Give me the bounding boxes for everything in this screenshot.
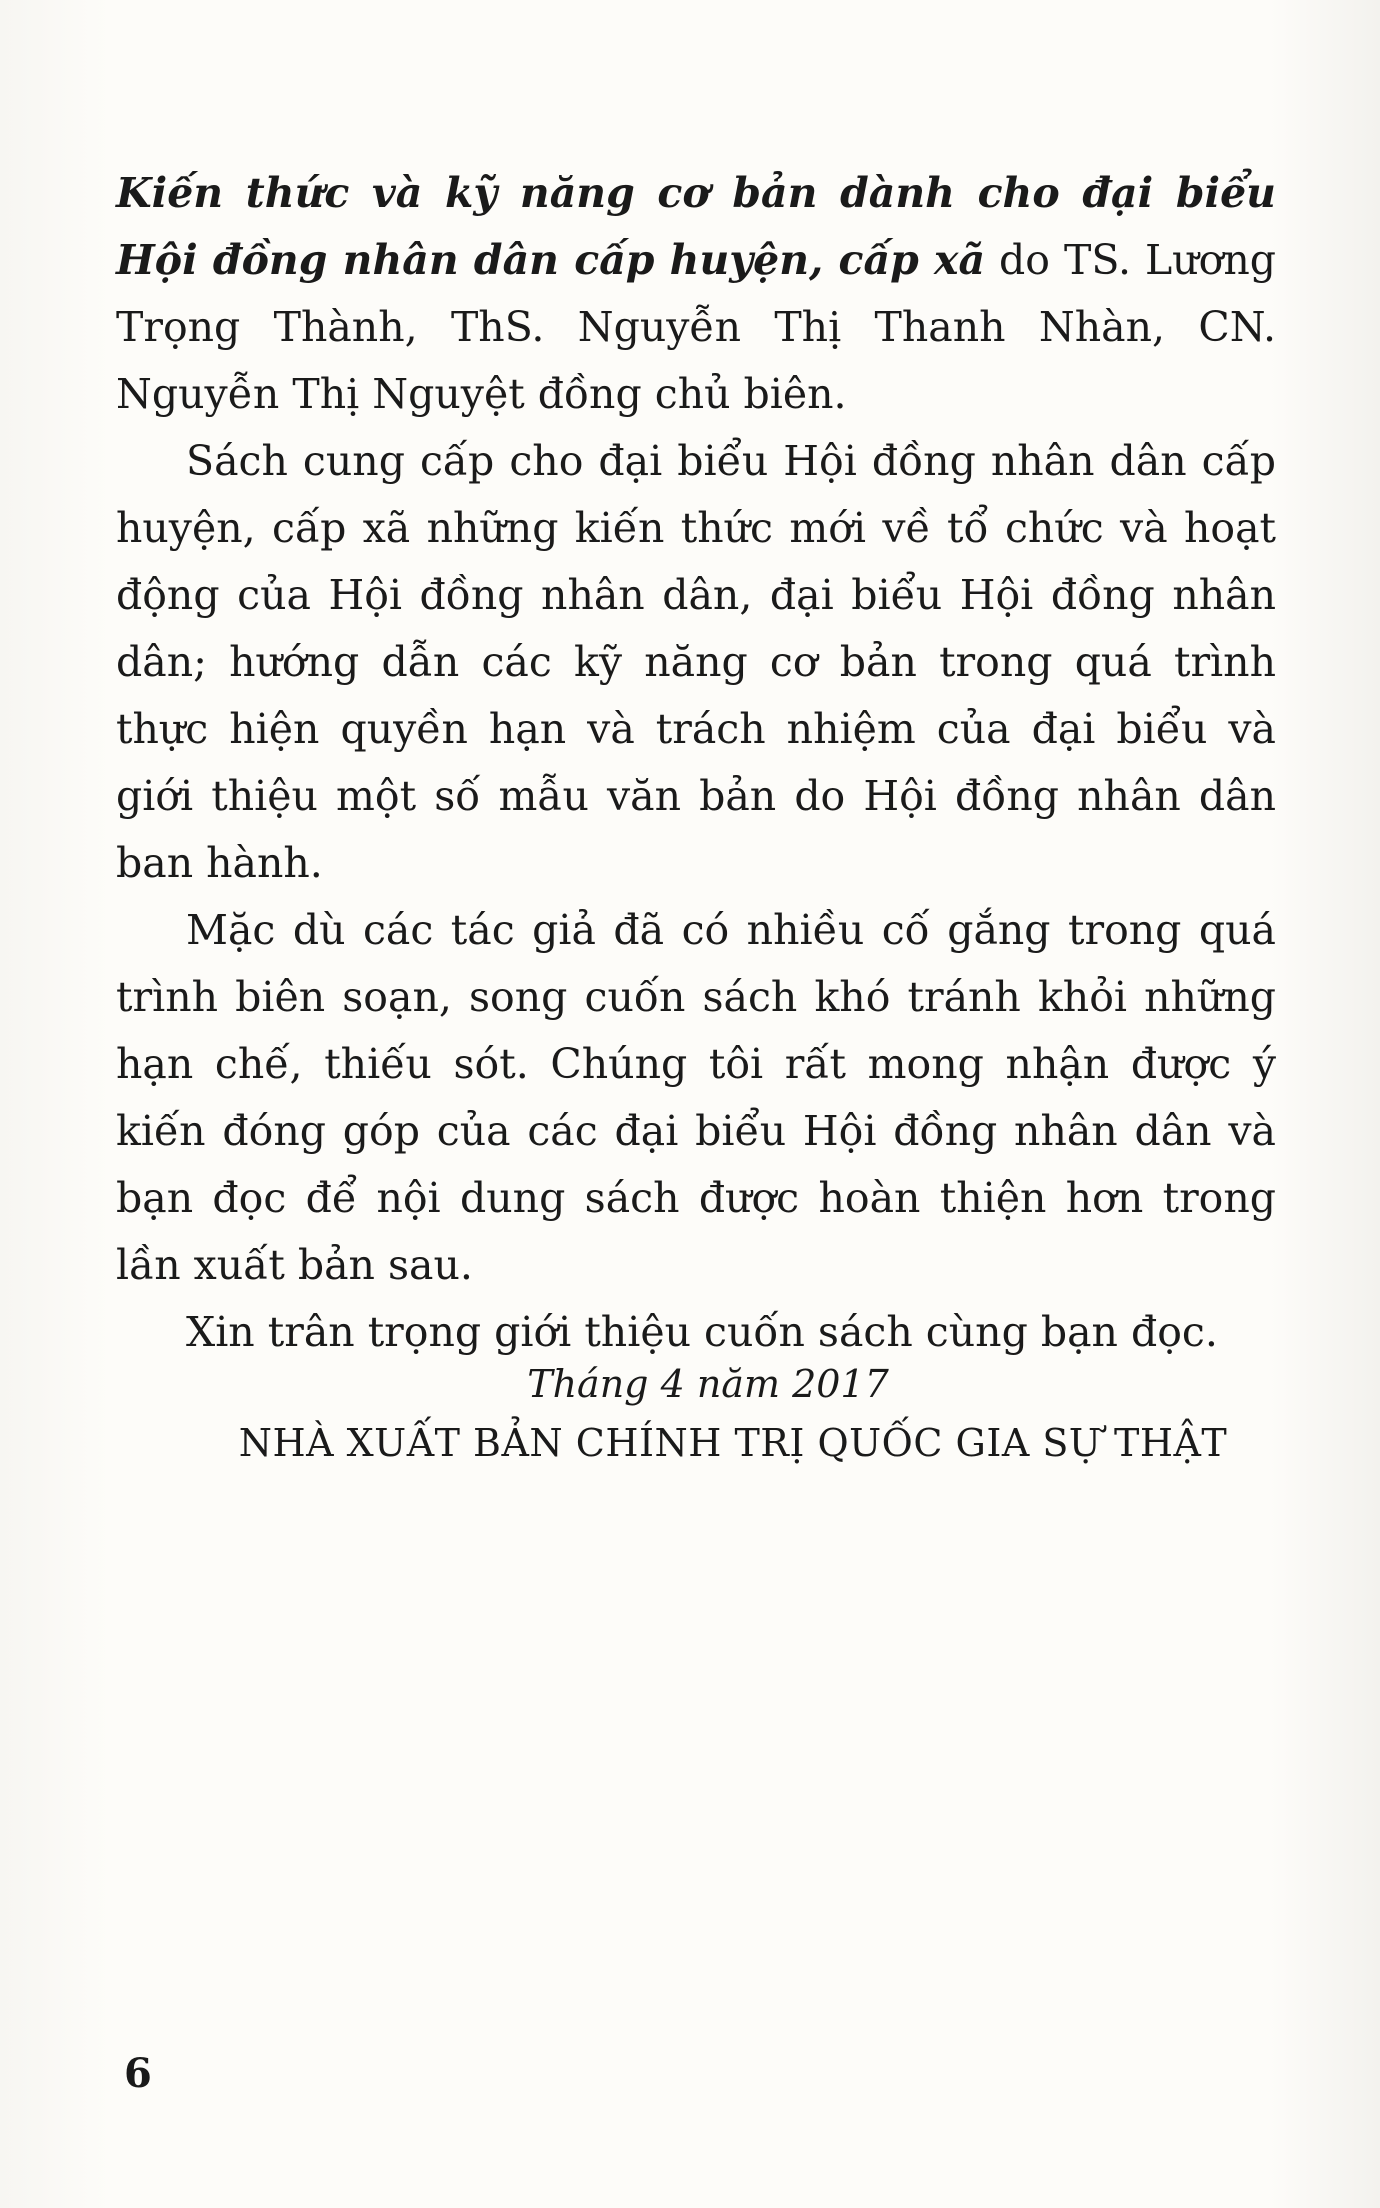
feedback-paragraph: Mặc dù các tác giả đã có nhiều cố gắng trong quá trình biên soạn, song cuốn sách khó tránh khỏi những hạn chế, thiếu sót. Chúng tôi rất mong nhận được ý kiến đóng góp của các đại biểu Hội đồng nhân dân và bạn đọc để nội dung sách được hoàn thiện hơn trong lần xuất bản sau. bbox=[116, 906, 1276, 1289]
body-text bbox=[116, 160, 1276, 1366]
page-number: 6 bbox=[124, 2050, 152, 2097]
description-paragraph: Sách cung cấp cho đại biểu Hội đồng nhân dân cấp huyện, cấp xã những kiến thức mới về tổ chức và hoạt động của Hội đồng nhân dân, đại biểu Hội đồng nhân dân; hướng dẫn các kỹ năng cơ bản trong quá trình thực hiện quyền hạn và trách nhiệm của đại biểu và giới thiệu một số mẫu văn bản do Hội đồng nhân dân ban hành. bbox=[116, 437, 1276, 887]
closing-paragraph: Xin trân trọng giới thiệu cuốn sách cùng bạn đọc. bbox=[186, 1308, 1218, 1356]
book-title: Kiến thức và kỹ năng cơ bản dành cho đại biểu Hội đồng nhân dân cấp huyện, cấp xã bbox=[116, 169, 1276, 284]
intro-paragraph bbox=[116, 160, 1276, 428]
publication-date: Tháng 4 năm 2017 bbox=[527, 1362, 889, 1406]
publisher-name: NHÀ XUẤT BẢN CHÍNH TRỊ QUỐC GIA SỰ THẬT bbox=[238, 1421, 1228, 1465]
authors-text: do TS. Lương Trọng Thành, ThS. Nguyễn Thị Thanh Nhàn, CN. Nguyễn Thị Nguyệt đồng chủ biên. bbox=[116, 236, 1276, 418]
